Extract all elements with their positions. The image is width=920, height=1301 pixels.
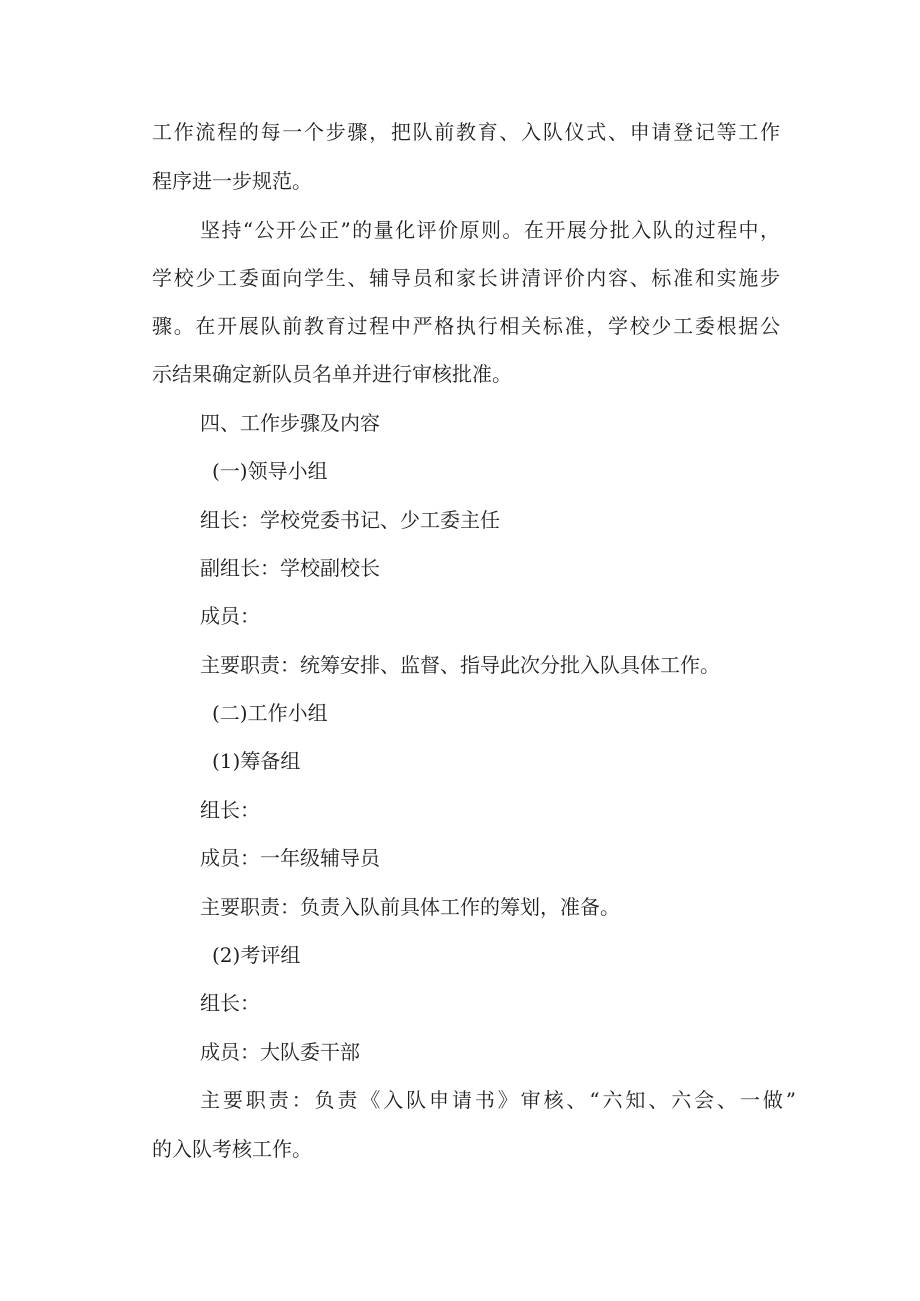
list-item: 成员： (200, 604, 260, 628)
list-item: 副组长：学校副校长 (200, 556, 380, 580)
group-heading: (1)筹备组 (212, 749, 301, 773)
paragraph-line: 示结果确定新队员名单并进行审核批准。 (152, 362, 512, 386)
list-item: 组长： (200, 798, 260, 822)
list-item: 组长： (200, 991, 260, 1015)
list-item: 成员：大队委干部 (200, 1040, 360, 1064)
paragraph-line: 程序进一步规范。 (152, 169, 312, 193)
paragraph-line: 工作流程的每一个步骤，把队前教育、入队仪式、申请登记等工作 (152, 120, 780, 144)
paragraph-line: 的入队考核工作。 (152, 1137, 312, 1161)
paragraph-line: 学校少工委面向学生、辅导员和家长讲清评价内容、标准和实施步 (152, 266, 780, 290)
paragraph-line: 主要职责：负责《入队申请书》审核、“六知、六会、一做” (200, 1088, 796, 1112)
paragraph-line: 坚持“公开公正”的量化评价原则。在开展分批入队的过程中， (200, 218, 780, 242)
list-item: 主要职责：统筹安排、监督、指导此次分批入队具体工作。 (200, 653, 720, 677)
subsection-heading: (二)工作小组 (212, 701, 328, 725)
group-heading: (2)考评组 (212, 943, 301, 967)
section-heading: 四、工作步骤及内容 (200, 411, 380, 435)
list-item: 主要职责：负责入队前具体工作的筹划，准备。 (200, 895, 620, 919)
paragraph-line: 骤。在开展队前教育过程中严格执行相关标准，学校少工委根据公 (152, 314, 780, 338)
list-item: 成员：一年级辅导员 (200, 846, 380, 870)
list-item: 组长：学校党委书记、少工委主任 (200, 508, 500, 532)
subsection-heading: (一)领导小组 (212, 459, 328, 483)
